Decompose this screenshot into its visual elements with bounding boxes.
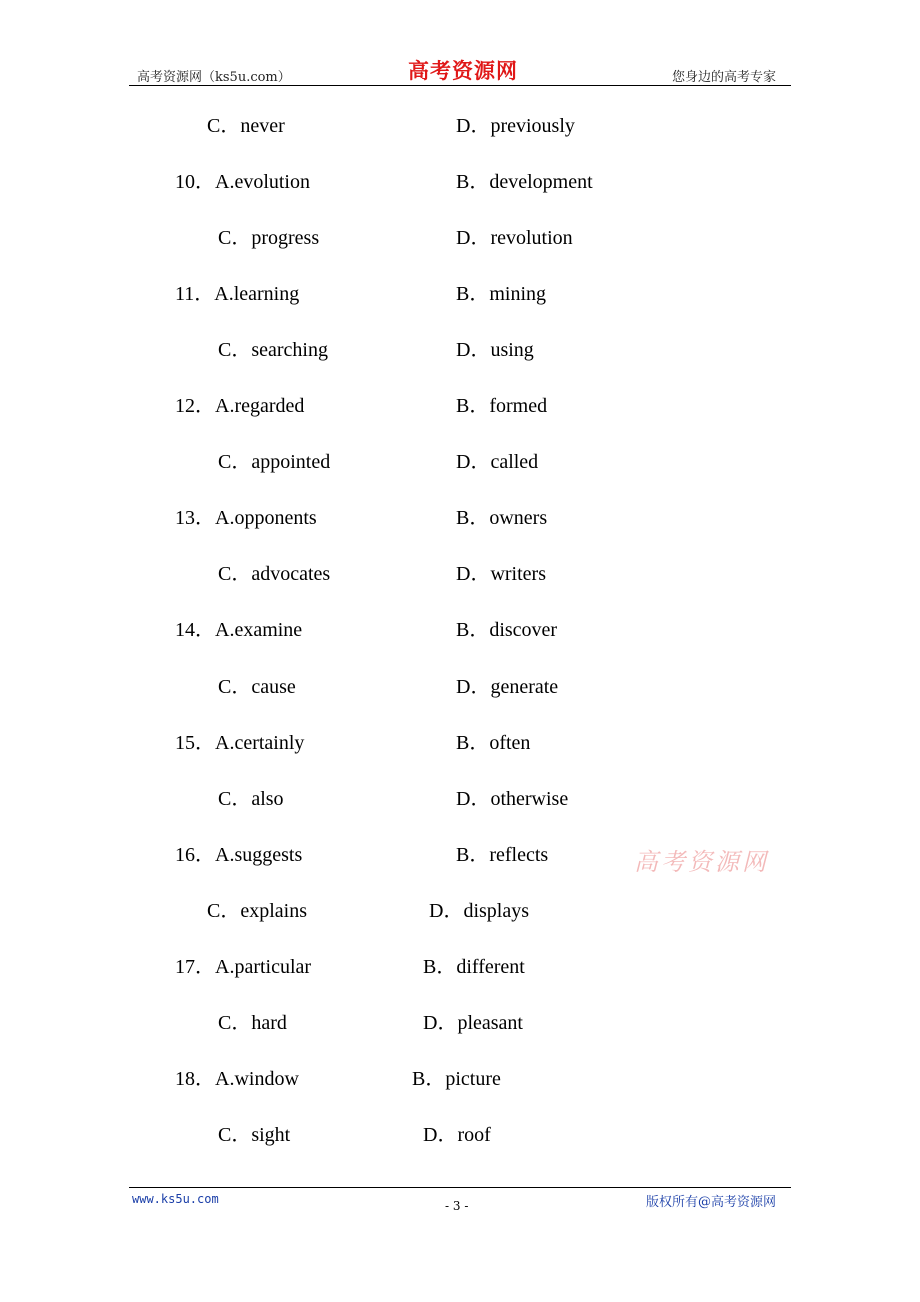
option-9-c: C．never — [207, 115, 285, 137]
option-14-d: D．generate — [456, 676, 559, 698]
option-12-c: C．appointed — [218, 451, 331, 473]
option-13-a: 13．A.opponents — [175, 507, 317, 529]
option-13-b: B．owners — [456, 507, 548, 529]
option-10-a: 10．A.evolution — [175, 171, 310, 193]
header-logo: 高考资源网 — [408, 58, 518, 83]
header-left-text: 高考资源网（ks5u.com） — [137, 70, 291, 85]
header-rule — [129, 85, 791, 86]
option-10-b: B．development — [456, 171, 593, 193]
option-18-b: B．picture — [412, 1068, 501, 1090]
option-9-d: D．previously — [456, 115, 575, 137]
footer-rule — [129, 1187, 791, 1188]
option-17-c: C．hard — [218, 1012, 287, 1034]
footer-copyright: 版权所有@高考资源网 — [646, 1195, 777, 1210]
option-15-c: C．also — [218, 788, 284, 810]
option-18-c: C．sight — [218, 1124, 291, 1146]
option-10-c: C．progress — [218, 227, 320, 249]
option-18-d: D．roof — [423, 1124, 491, 1146]
option-13-c: C．advocates — [218, 563, 331, 585]
option-16-c: C．explains — [207, 900, 307, 922]
footer-site-link[interactable]: www.ks5u.com — [132, 1192, 219, 1206]
option-10-d: D．revolution — [456, 227, 573, 249]
option-16-d: D．displays — [429, 900, 529, 922]
option-15-b: B．often — [456, 732, 531, 754]
option-11-d: D．using — [456, 339, 534, 361]
option-11-b: B．mining — [456, 283, 547, 305]
option-11-a: 11．A.learning — [175, 283, 300, 305]
option-17-b: B．different — [423, 956, 525, 978]
option-14-b: B．discover — [456, 619, 558, 641]
option-13-d: D．writers — [456, 563, 546, 585]
option-12-d: D．called — [456, 451, 539, 473]
option-14-a: 14．A.examine — [175, 619, 303, 641]
option-12-b: B．formed — [456, 395, 548, 417]
watermark-logo: 高考资源网 — [634, 848, 769, 876]
option-17-a: 17．A.particular — [175, 956, 312, 978]
option-15-a: 15．A.certainly — [175, 732, 305, 754]
option-16-b: B．reflects — [456, 844, 549, 866]
option-14-c: C．cause — [218, 676, 296, 698]
option-18-a: 18．A.window — [175, 1068, 299, 1090]
footer-page-number: - 3 - — [445, 1199, 469, 1213]
header-right-text: 您身边的高考专家 — [672, 70, 777, 85]
option-15-d: D．otherwise — [456, 788, 569, 810]
option-16-a: 16．A.suggests — [175, 844, 303, 866]
option-11-c: C．searching — [218, 339, 328, 361]
option-17-d: D．pleasant — [423, 1012, 523, 1034]
option-12-a: 12．A.regarded — [175, 395, 305, 417]
